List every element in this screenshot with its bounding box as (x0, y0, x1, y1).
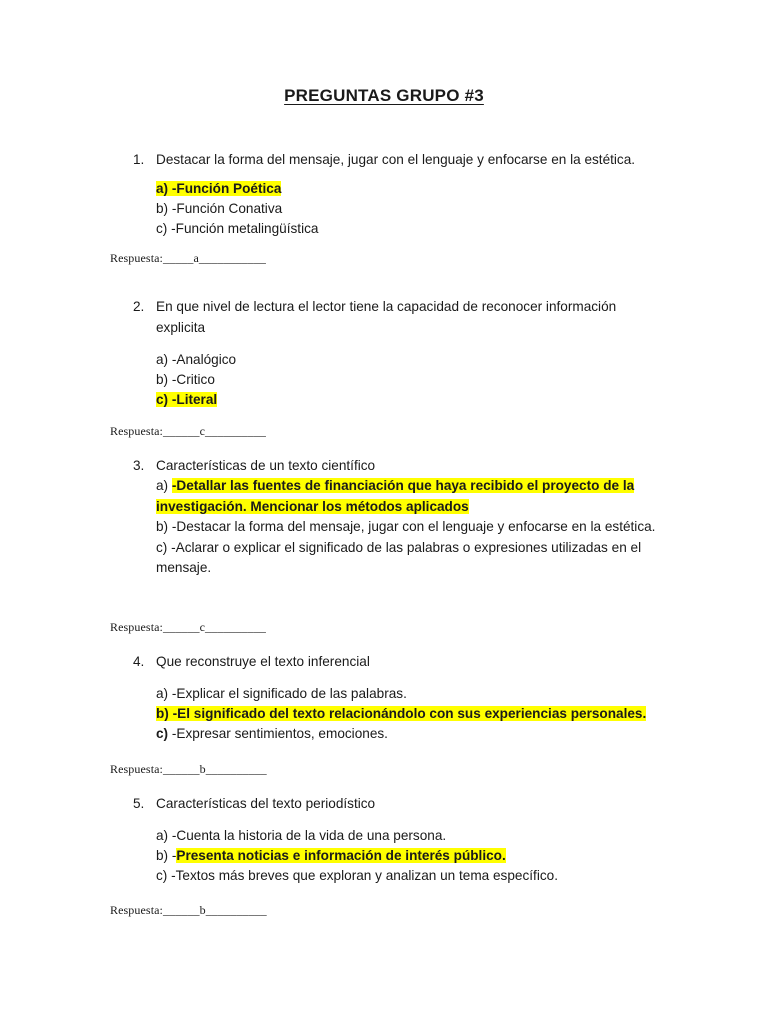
option-a: a) -Analógico (156, 352, 237, 367)
option-c: c) -Textos más breves que exploran y analizan un tema específico. (156, 868, 558, 883)
question-1 (133, 150, 653, 171)
option-b (156, 704, 656, 724)
options-3 (156, 476, 656, 579)
option-b: b) -Destacar la forma del mensaje, jugar con el lenguaje y enfocarse en la estética. (156, 519, 656, 534)
option-c: c) -Aclarar o explicar el significado de las palabras o expresiones utilizadas en el mensaje. (156, 539, 642, 575)
option-a (156, 179, 656, 199)
highlighted-answer: c) -Literal (156, 392, 218, 407)
answer-line-3: Respuesta:______c__________ (110, 620, 267, 634)
answer-line-4: Respuesta:______b__________ (110, 762, 267, 776)
highlighted-answer: -Detallar las fuentes de financiación que haya recibido el proyecto de la investigación. Mencionar los métodos aplicados (156, 478, 635, 514)
question-text: Características del texto periodístico (156, 796, 376, 811)
option-a: a) -Explicar el significado de las palabras. (156, 686, 407, 701)
options-2 (156, 350, 656, 410)
option-c: c) -Expresar sentimientos, emociones. (156, 726, 388, 741)
question-number: 5. (133, 796, 145, 811)
question-5 (133, 794, 653, 815)
option-b: b) -Función Conativa (156, 201, 283, 216)
highlighted-answer: b) -El significado del texto relacionándolo con sus experiencias personales. (156, 706, 647, 721)
page-title: PREGUNTAS GRUPO #3 (284, 86, 484, 105)
question-3 (133, 456, 653, 477)
question-4 (133, 652, 653, 673)
answer-line-5: Respuesta:______b__________ (110, 903, 267, 917)
option-b: b) -Critico (156, 372, 215, 387)
question-number: 2. (133, 299, 145, 314)
highlighted-answer: Presenta noticias e información de interés público. (176, 848, 506, 863)
options-1 (156, 179, 656, 239)
question-2 (133, 297, 653, 338)
option-a: a) -Cuenta la historia de la vida de una persona. (156, 828, 447, 843)
question-text: Destacar la forma del mensaje, jugar con el lenguaje y enfocarse en la estética. (156, 152, 636, 167)
options-5 (156, 826, 656, 886)
option-a: a) -Detallar las fuentes de financiación que haya recibido el proyecto de la investigación. Mencionar los métodos aplicados (156, 478, 635, 514)
question-text: En que nivel de lectura el lector tiene la capacidad de reconocer información explicita (156, 299, 617, 335)
options-4 (156, 684, 656, 744)
question-number: 3. (133, 458, 145, 473)
option-c (156, 390, 656, 410)
question-text: Características de un texto científico (156, 458, 376, 473)
option-c: c) -Función metalingüística (156, 221, 319, 236)
question-number: 4. (133, 654, 145, 669)
option-b: b) -Presenta noticias e información de interés público. (156, 848, 506, 863)
question-number: 1. (133, 152, 145, 167)
highlighted-answer: a) -Función Poética (156, 181, 282, 196)
answer-line-1: Respuesta:_____a___________ (110, 251, 267, 265)
answer-line-2: Respuesta:______c__________ (110, 424, 267, 438)
question-text: Que reconstruye el texto inferencial (156, 654, 370, 669)
